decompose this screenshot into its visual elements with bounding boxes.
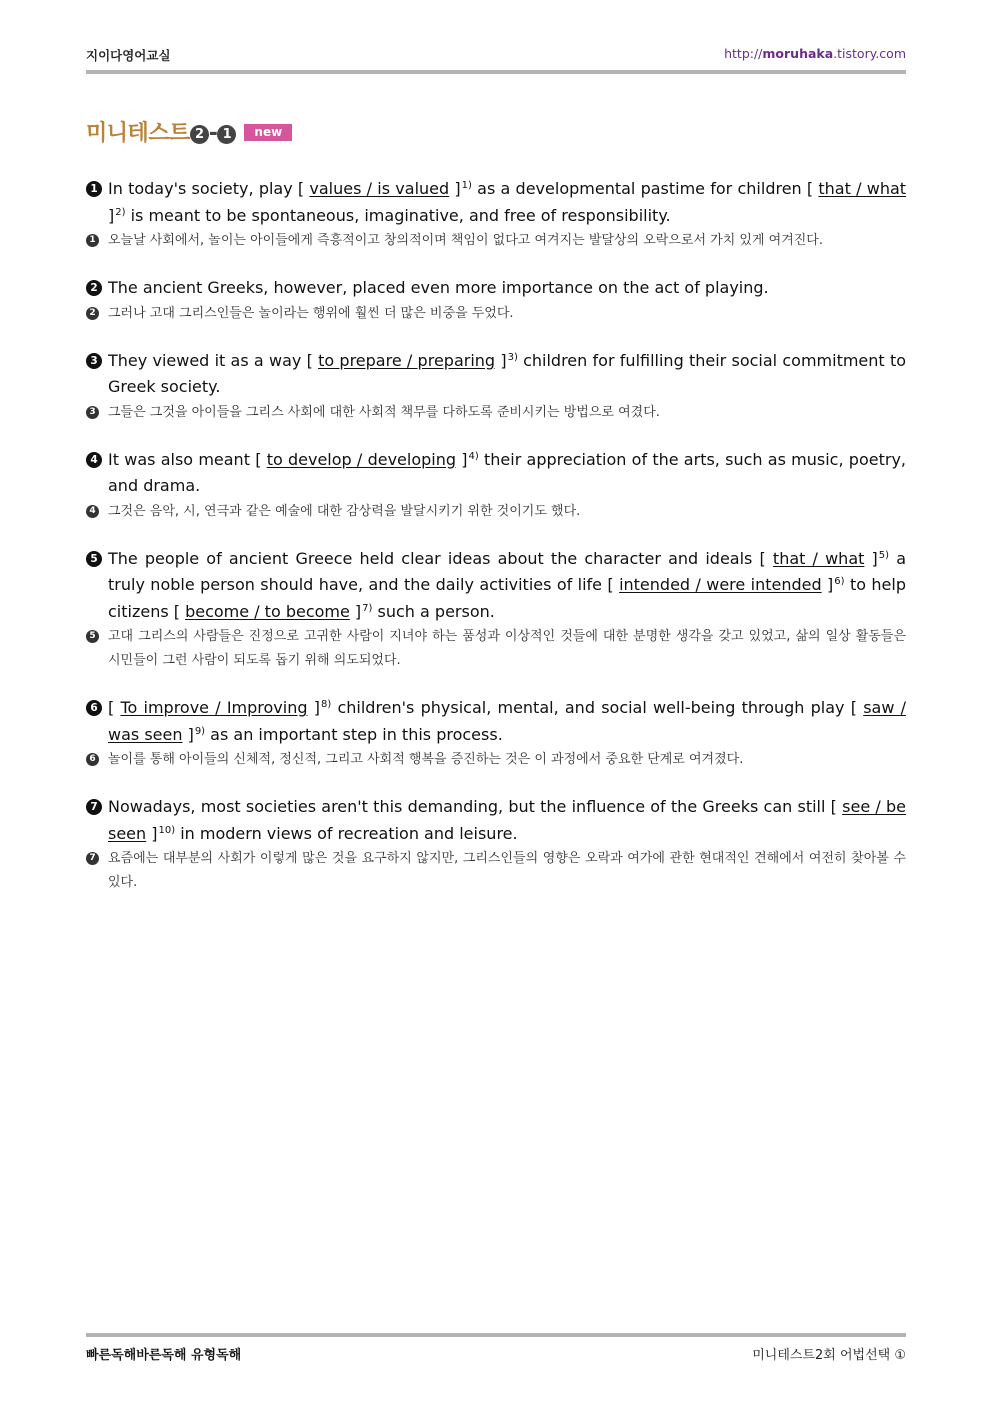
new-badge: new [244, 124, 292, 141]
title-number-icon: 2 [190, 125, 209, 144]
translation-number-icon: 3 [86, 406, 99, 419]
blank-number: 5) [878, 549, 890, 561]
grammar-choice: that / what [818, 179, 907, 198]
page-title: 미니테스트 2 - 1 new [86, 116, 292, 147]
sentence-text: as an important step in this process. [205, 724, 503, 744]
translation-number-icon: 1 [86, 234, 99, 247]
korean-translation: 2 그러나 고대 그리스인들은 놀이라는 행위에 훨씬 더 많은 비중을 두었다. [86, 302, 906, 326]
sentence-text: ] [146, 823, 158, 843]
question-item [86, 794, 906, 895]
question-item [86, 275, 906, 326]
sentence-text: children's physical, mental, and social well-being through play [ [331, 698, 864, 717]
sentence-number-icon: 1 [86, 181, 102, 197]
sentence-text: ] [456, 449, 468, 469]
korean-translation: 5 고대 그리스의 사람들은 진정으로 고귀한 사람이 지녀야 하는 품성과 이상적인 것들에 대한 분명한 생각을 갖고 있었고, 삶의 일상 활동들은 시민들이 그런 사람이 되도록 돕기 위해 의도되었다. [86, 625, 906, 673]
question-item [86, 348, 906, 425]
sentence-text: ] [864, 548, 878, 568]
footer-test-label: 미니테스트2회 어법선택 ① [752, 1348, 906, 1363]
sentence-text: Nowadays, most societies aren't this demanding, but the influence of the Greeks can still [ [108, 797, 843, 816]
english-sentence [86, 275, 906, 302]
footer-rule [86, 1333, 906, 1337]
question-item [86, 695, 906, 772]
sentence-number-icon: 6 [86, 700, 102, 716]
english-sentence [86, 794, 906, 847]
header-url[interactable]: http://moruhaka.tistory.com [724, 46, 906, 61]
korean-translation: 1 오늘날 사회에서, 놀이는 아이들에게 즉흥적이고 창의적이며 책임이 없다고 여겨지는 발달상의 오락으로서 가치 있게 여겨진다. [86, 229, 906, 253]
korean-translation: 3 그들은 그것을 아이들을 그리스 사회에 대한 사회적 책무를 다하도록 준비시키는 방법으로 여겼다. [86, 401, 906, 425]
english-sentence [86, 348, 906, 401]
english-sentence [86, 447, 906, 500]
sentence-text: their appreciation of the arts, such as music, poetry, and drama. [108, 449, 906, 495]
korean-translation: 4 그것은 음악, 시, 연극과 같은 예술에 대한 감상력을 발달시키기 위한 것이기도 했다. [86, 500, 906, 524]
sentence-text: In today's society, play [ [108, 179, 310, 198]
grammar-choice: become / to become [185, 601, 350, 621]
sentence-number-icon: 7 [86, 799, 102, 815]
blank-number: 4) [468, 450, 479, 462]
sentence-text: is meant to be spontaneous, imaginative, and free of responsibility. [125, 205, 671, 225]
translation-number-icon: 4 [86, 505, 99, 518]
header-rule [86, 70, 906, 74]
grammar-choice: saw / was seen [108, 698, 907, 744]
blank-number: 9) [194, 725, 206, 737]
sentence-text: as a developmental pastime for children [ [471, 179, 819, 198]
question-list [86, 176, 906, 917]
translation-number-icon: 5 [86, 630, 99, 643]
translation-number-icon: 6 [86, 753, 99, 766]
blank-number: 10) [158, 824, 176, 836]
sentence-text: [ [108, 698, 121, 717]
sentence-text: ] [182, 724, 194, 744]
footer-book-title: 빠른독해바른독해 유형독해 [86, 1348, 242, 1363]
sentence-text: It was also meant [ [108, 449, 267, 469]
blank-number: 2) [115, 206, 126, 218]
blank-number: 7) [362, 602, 373, 614]
sentence-text: children for fulfilling their social commitment to Greek society. [108, 350, 907, 396]
sentence-text: ] [108, 205, 115, 225]
grammar-choice: intended / were intended [619, 575, 822, 594]
question-item [86, 546, 906, 674]
sentence-number-icon: 2 [86, 280, 102, 296]
blank-number: 8) [320, 699, 332, 710]
sentence-text: in modern views of recreation and leisure. [175, 823, 518, 843]
grammar-choice: see / be seen [108, 797, 907, 843]
sentence-text: such a person. [372, 601, 495, 621]
grammar-choice: values / is valued [309, 179, 450, 198]
english-sentence [86, 546, 906, 626]
english-sentence [86, 695, 906, 748]
sentence-text: ] [349, 601, 362, 621]
english-sentence [86, 176, 906, 229]
blank-number: 6) [834, 576, 845, 587]
grammar-choice: that / what [772, 548, 865, 568]
question-item [86, 447, 906, 524]
sentence-text: a truly noble person should have, and the daily activities of life [ [108, 548, 907, 594]
grammar-choice: to develop / developing [266, 449, 457, 469]
question-item [86, 176, 906, 253]
sentence-text: to help citizens [ [108, 575, 906, 621]
blank-number: 3) [507, 351, 518, 363]
korean-translation: 6 놀이를 통해 아이들의 신체적, 정신적, 그리고 사회적 행복을 증진하는 것은 이 과정에서 중요한 단계로 여겨졌다. [86, 748, 906, 772]
korean-translation: 7 요즘에는 대부분의 사회가 이렇게 많은 것을 요구하지 않지만, 그리스인들의 영향은 오락과 여가에 관한 현대적인 견해에서 여전히 찾아볼 수 있다. [86, 847, 906, 895]
sentence-text: ] [821, 575, 834, 594]
sentence-number-icon: 3 [86, 353, 102, 369]
header-site-name: 지이다영어교실 [86, 48, 171, 63]
page-header [86, 44, 906, 66]
sentence-number-icon: 4 [86, 452, 102, 468]
sentence-text: The people of ancient Greece held clear ideas about the character and ideals [ [108, 548, 773, 568]
sentence-text: The ancient Greeks, however, placed even more importance on the act of playing. [108, 278, 769, 297]
sentence-text: ] [307, 698, 320, 717]
sentence-text: They viewed it as a way [ [108, 350, 319, 370]
title-number-icon: 1 [217, 125, 236, 144]
translation-number-icon: 7 [86, 852, 99, 865]
page-footer [86, 1344, 906, 1364]
translation-number-icon: 2 [86, 307, 99, 320]
sentence-text: ] [449, 179, 461, 198]
blank-number: 1) [461, 180, 472, 191]
sentence-text: ] [495, 350, 507, 370]
grammar-choice: To improve / Improving [120, 698, 308, 717]
sentence-number-icon: 5 [86, 551, 102, 567]
grammar-choice: to prepare / preparing [318, 350, 496, 370]
